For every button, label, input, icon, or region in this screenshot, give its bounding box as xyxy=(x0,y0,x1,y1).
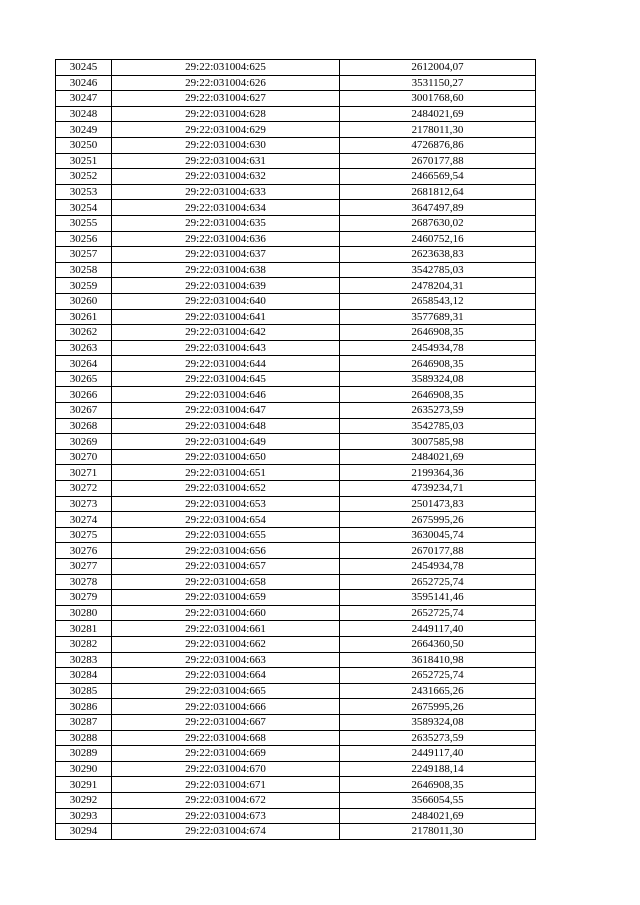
table-row xyxy=(56,605,536,621)
cadastral-number-cell: 29:22:031004:625 xyxy=(112,60,340,76)
row-number-cell: 30266 xyxy=(56,387,112,403)
table-row xyxy=(56,153,536,169)
cadastral-value-cell: 4726876,86 xyxy=(340,137,536,153)
cadastral-number-cell: 29:22:031004:673 xyxy=(112,808,340,824)
cadastral-value-cell: 2249188,14 xyxy=(340,761,536,777)
table-row xyxy=(56,792,536,808)
table-row xyxy=(56,231,536,247)
cadastral-number-cell: 29:22:031004:654 xyxy=(112,512,340,528)
cadastral-number-cell: 29:22:031004:635 xyxy=(112,215,340,231)
row-number-cell: 30293 xyxy=(56,808,112,824)
cadastral-value-cell: 2454934,78 xyxy=(340,559,536,575)
row-number-cell: 30259 xyxy=(56,278,112,294)
cadastral-number-cell: 29:22:031004:653 xyxy=(112,496,340,512)
cadastral-number-cell: 29:22:031004:641 xyxy=(112,309,340,325)
cadastral-number-cell: 29:22:031004:671 xyxy=(112,777,340,793)
row-number-cell: 30256 xyxy=(56,231,112,247)
row-number-cell: 30286 xyxy=(56,699,112,715)
cadastral-value-cell: 3589324,08 xyxy=(340,371,536,387)
cadastral-value-cell: 3577689,31 xyxy=(340,309,536,325)
cadastral-value-cell: 2658543,12 xyxy=(340,293,536,309)
cadastral-value-cell: 2652725,74 xyxy=(340,574,536,590)
row-number-cell: 30245 xyxy=(56,60,112,76)
cadastral-value-cell: 2652725,74 xyxy=(340,668,536,684)
cadastral-number-cell: 29:22:031004:634 xyxy=(112,200,340,216)
cadastral-number-cell: 29:22:031004:665 xyxy=(112,683,340,699)
row-number-cell: 30282 xyxy=(56,636,112,652)
cadastral-number-cell: 29:22:031004:638 xyxy=(112,262,340,278)
row-number-cell: 30254 xyxy=(56,200,112,216)
cadastral-number-cell: 29:22:031004:639 xyxy=(112,278,340,294)
row-number-cell: 30246 xyxy=(56,75,112,91)
table-row xyxy=(56,512,536,528)
table-row xyxy=(56,309,536,325)
cadastral-number-cell: 29:22:031004:647 xyxy=(112,403,340,419)
table-row xyxy=(56,730,536,746)
cadastral-number-cell: 29:22:031004:661 xyxy=(112,621,340,637)
table-row xyxy=(56,777,536,793)
cadastral-value-cell: 2675995,26 xyxy=(340,699,536,715)
cadastral-value-cell: 2431665,26 xyxy=(340,683,536,699)
row-number-cell: 30265 xyxy=(56,371,112,387)
row-number-cell: 30268 xyxy=(56,418,112,434)
cadastral-value-cell: 2687630,02 xyxy=(340,215,536,231)
cadastral-value-cell: 2664360,50 xyxy=(340,636,536,652)
cadastral-value-cell: 2478204,31 xyxy=(340,278,536,294)
table-row xyxy=(56,340,536,356)
table-row xyxy=(56,434,536,450)
row-number-cell: 30291 xyxy=(56,777,112,793)
table-row xyxy=(56,449,536,465)
row-number-cell: 30280 xyxy=(56,605,112,621)
row-number-cell: 30252 xyxy=(56,169,112,185)
table-row xyxy=(56,590,536,606)
cadastral-number-cell: 29:22:031004:644 xyxy=(112,356,340,372)
table-row xyxy=(56,761,536,777)
row-number-cell: 30247 xyxy=(56,91,112,107)
cadastral-value-cell: 2178011,30 xyxy=(340,824,536,840)
table-row xyxy=(56,215,536,231)
table-row xyxy=(56,137,536,153)
cadastral-number-cell: 29:22:031004:651 xyxy=(112,465,340,481)
cadastral-number-cell: 29:22:031004:636 xyxy=(112,231,340,247)
row-number-cell: 30264 xyxy=(56,356,112,372)
cadastral-value-cell: 2484021,69 xyxy=(340,449,536,465)
cadastral-value-cell: 3007585,98 xyxy=(340,434,536,450)
row-number-cell: 30290 xyxy=(56,761,112,777)
cadastral-number-cell: 29:22:031004:660 xyxy=(112,605,340,621)
row-number-cell: 30269 xyxy=(56,434,112,450)
row-number-cell: 30258 xyxy=(56,262,112,278)
row-number-cell: 30273 xyxy=(56,496,112,512)
cadastral-value-table xyxy=(55,59,536,840)
row-number-cell: 30272 xyxy=(56,481,112,497)
cadastral-number-cell: 29:22:031004:642 xyxy=(112,325,340,341)
cadastral-value-cell: 2670177,88 xyxy=(340,543,536,559)
row-number-cell: 30275 xyxy=(56,527,112,543)
row-number-cell: 30277 xyxy=(56,559,112,575)
row-number-cell: 30274 xyxy=(56,512,112,528)
cadastral-number-cell: 29:22:031004:662 xyxy=(112,636,340,652)
cadastral-value-cell: 2623638,83 xyxy=(340,247,536,263)
cadastral-number-cell: 29:22:031004:640 xyxy=(112,293,340,309)
cadastral-number-cell: 29:22:031004:666 xyxy=(112,699,340,715)
cadastral-number-cell: 29:22:031004:657 xyxy=(112,559,340,575)
cadastral-number-cell: 29:22:031004:674 xyxy=(112,824,340,840)
cadastral-number-cell: 29:22:031004:667 xyxy=(112,714,340,730)
table-row xyxy=(56,808,536,824)
row-number-cell: 30253 xyxy=(56,184,112,200)
cadastral-number-cell: 29:22:031004:633 xyxy=(112,184,340,200)
table-row xyxy=(56,714,536,730)
table-row xyxy=(56,293,536,309)
cadastral-value-cell: 2449117,40 xyxy=(340,621,536,637)
row-number-cell: 30250 xyxy=(56,137,112,153)
table-row xyxy=(56,278,536,294)
table-row xyxy=(56,683,536,699)
cadastral-number-cell: 29:22:031004:629 xyxy=(112,122,340,138)
row-number-cell: 30249 xyxy=(56,122,112,138)
row-number-cell: 30276 xyxy=(56,543,112,559)
row-number-cell: 30262 xyxy=(56,325,112,341)
row-number-cell: 30288 xyxy=(56,730,112,746)
row-number-cell: 30263 xyxy=(56,340,112,356)
cadastral-value-cell: 3647497,89 xyxy=(340,200,536,216)
row-number-cell: 30261 xyxy=(56,309,112,325)
cadastral-number-cell: 29:22:031004:658 xyxy=(112,574,340,590)
table-row xyxy=(56,403,536,419)
row-number-cell: 30284 xyxy=(56,668,112,684)
cadastral-value-cell: 2466569,54 xyxy=(340,169,536,185)
cadastral-value-cell: 2681812,64 xyxy=(340,184,536,200)
table-row xyxy=(56,387,536,403)
cadastral-number-cell: 29:22:031004:630 xyxy=(112,137,340,153)
table-row xyxy=(56,60,536,76)
row-number-cell: 30283 xyxy=(56,652,112,668)
table-row xyxy=(56,75,536,91)
cadastral-value-cell: 2646908,35 xyxy=(340,777,536,793)
cadastral-number-cell: 29:22:031004:626 xyxy=(112,75,340,91)
cadastral-number-cell: 29:22:031004:652 xyxy=(112,481,340,497)
cadastral-value-cell: 3589324,08 xyxy=(340,714,536,730)
table-row xyxy=(56,543,536,559)
table-row xyxy=(56,481,536,497)
cadastral-number-cell: 29:22:031004:628 xyxy=(112,106,340,122)
cadastral-value-cell: 3618410,98 xyxy=(340,652,536,668)
table-row xyxy=(56,106,536,122)
cadastral-value-cell: 3630045,74 xyxy=(340,527,536,543)
table-row xyxy=(56,824,536,840)
cadastral-number-cell: 29:22:031004:664 xyxy=(112,668,340,684)
cadastral-number-cell: 29:22:031004:649 xyxy=(112,434,340,450)
cadastral-value-cell: 2635273,59 xyxy=(340,403,536,419)
table-row xyxy=(56,122,536,138)
row-number-cell: 30255 xyxy=(56,215,112,231)
cadastral-number-cell: 29:22:031004:663 xyxy=(112,652,340,668)
cadastral-value-cell: 2484021,69 xyxy=(340,808,536,824)
table-row xyxy=(56,371,536,387)
table-row xyxy=(56,325,536,341)
table-row xyxy=(56,636,536,652)
cadastral-number-cell: 29:22:031004:648 xyxy=(112,418,340,434)
row-number-cell: 30260 xyxy=(56,293,112,309)
cadastral-value-cell: 2199364,36 xyxy=(340,465,536,481)
cadastral-number-cell: 29:22:031004:670 xyxy=(112,761,340,777)
row-number-cell: 30267 xyxy=(56,403,112,419)
cadastral-number-cell: 29:22:031004:655 xyxy=(112,527,340,543)
table-body xyxy=(56,60,536,840)
table-row xyxy=(56,668,536,684)
cadastral-value-cell: 2670177,88 xyxy=(340,153,536,169)
row-number-cell: 30251 xyxy=(56,153,112,169)
row-number-cell: 30281 xyxy=(56,621,112,637)
table-row xyxy=(56,699,536,715)
row-number-cell: 30287 xyxy=(56,714,112,730)
cadastral-number-cell: 29:22:031004:650 xyxy=(112,449,340,465)
cadastral-value-cell: 3542785,03 xyxy=(340,418,536,434)
cadastral-value-cell: 2449117,40 xyxy=(340,746,536,762)
cadastral-value-cell: 2646908,35 xyxy=(340,325,536,341)
row-number-cell: 30289 xyxy=(56,746,112,762)
row-number-cell: 30248 xyxy=(56,106,112,122)
cadastral-value-cell: 2484021,69 xyxy=(340,106,536,122)
cadastral-value-cell: 3001768,60 xyxy=(340,91,536,107)
row-number-cell: 30294 xyxy=(56,824,112,840)
cadastral-value-cell: 2646908,35 xyxy=(340,356,536,372)
row-number-cell: 30279 xyxy=(56,590,112,606)
table-row xyxy=(56,574,536,590)
cadastral-number-cell: 29:22:031004:672 xyxy=(112,792,340,808)
table-row xyxy=(56,184,536,200)
cadastral-value-cell: 2460752,16 xyxy=(340,231,536,247)
cadastral-number-cell: 29:22:031004:659 xyxy=(112,590,340,606)
cadastral-value-cell: 2652725,74 xyxy=(340,605,536,621)
cadastral-number-cell: 29:22:031004:669 xyxy=(112,746,340,762)
cadastral-number-cell: 29:22:031004:632 xyxy=(112,169,340,185)
table-row xyxy=(56,262,536,278)
cadastral-number-cell: 29:22:031004:631 xyxy=(112,153,340,169)
table-row xyxy=(56,200,536,216)
table-row xyxy=(56,356,536,372)
table-row xyxy=(56,465,536,481)
table-row xyxy=(56,527,536,543)
cadastral-value-cell: 2178011,30 xyxy=(340,122,536,138)
row-number-cell: 30292 xyxy=(56,792,112,808)
table-row xyxy=(56,559,536,575)
table-row xyxy=(56,746,536,762)
cadastral-number-cell: 29:22:031004:637 xyxy=(112,247,340,263)
cadastral-number-cell: 29:22:031004:645 xyxy=(112,371,340,387)
cadastral-number-cell: 29:22:031004:656 xyxy=(112,543,340,559)
table-row xyxy=(56,169,536,185)
row-number-cell: 30257 xyxy=(56,247,112,263)
cadastral-value-cell: 4739234,71 xyxy=(340,481,536,497)
cadastral-number-cell: 29:22:031004:627 xyxy=(112,91,340,107)
table-row xyxy=(56,652,536,668)
cadastral-value-cell: 2612004,07 xyxy=(340,60,536,76)
cadastral-number-cell: 29:22:031004:668 xyxy=(112,730,340,746)
row-number-cell: 30285 xyxy=(56,683,112,699)
cadastral-value-cell: 2646908,35 xyxy=(340,387,536,403)
cadastral-value-cell: 3566054,55 xyxy=(340,792,536,808)
row-number-cell: 30271 xyxy=(56,465,112,481)
table-row xyxy=(56,496,536,512)
cadastral-number-cell: 29:22:031004:646 xyxy=(112,387,340,403)
cadastral-value-cell: 2454934,78 xyxy=(340,340,536,356)
row-number-cell: 30270 xyxy=(56,449,112,465)
cadastral-value-cell: 3595141,46 xyxy=(340,590,536,606)
cadastral-value-cell: 2501473,83 xyxy=(340,496,536,512)
row-number-cell: 30278 xyxy=(56,574,112,590)
table-row xyxy=(56,91,536,107)
cadastral-value-cell: 3531150,27 xyxy=(340,75,536,91)
table-row xyxy=(56,247,536,263)
cadastral-value-cell: 2675995,26 xyxy=(340,512,536,528)
cadastral-value-cell: 3542785,03 xyxy=(340,262,536,278)
table-row xyxy=(56,418,536,434)
cadastral-number-cell: 29:22:031004:643 xyxy=(112,340,340,356)
cadastral-value-cell: 2635273,59 xyxy=(340,730,536,746)
table-row xyxy=(56,621,536,637)
